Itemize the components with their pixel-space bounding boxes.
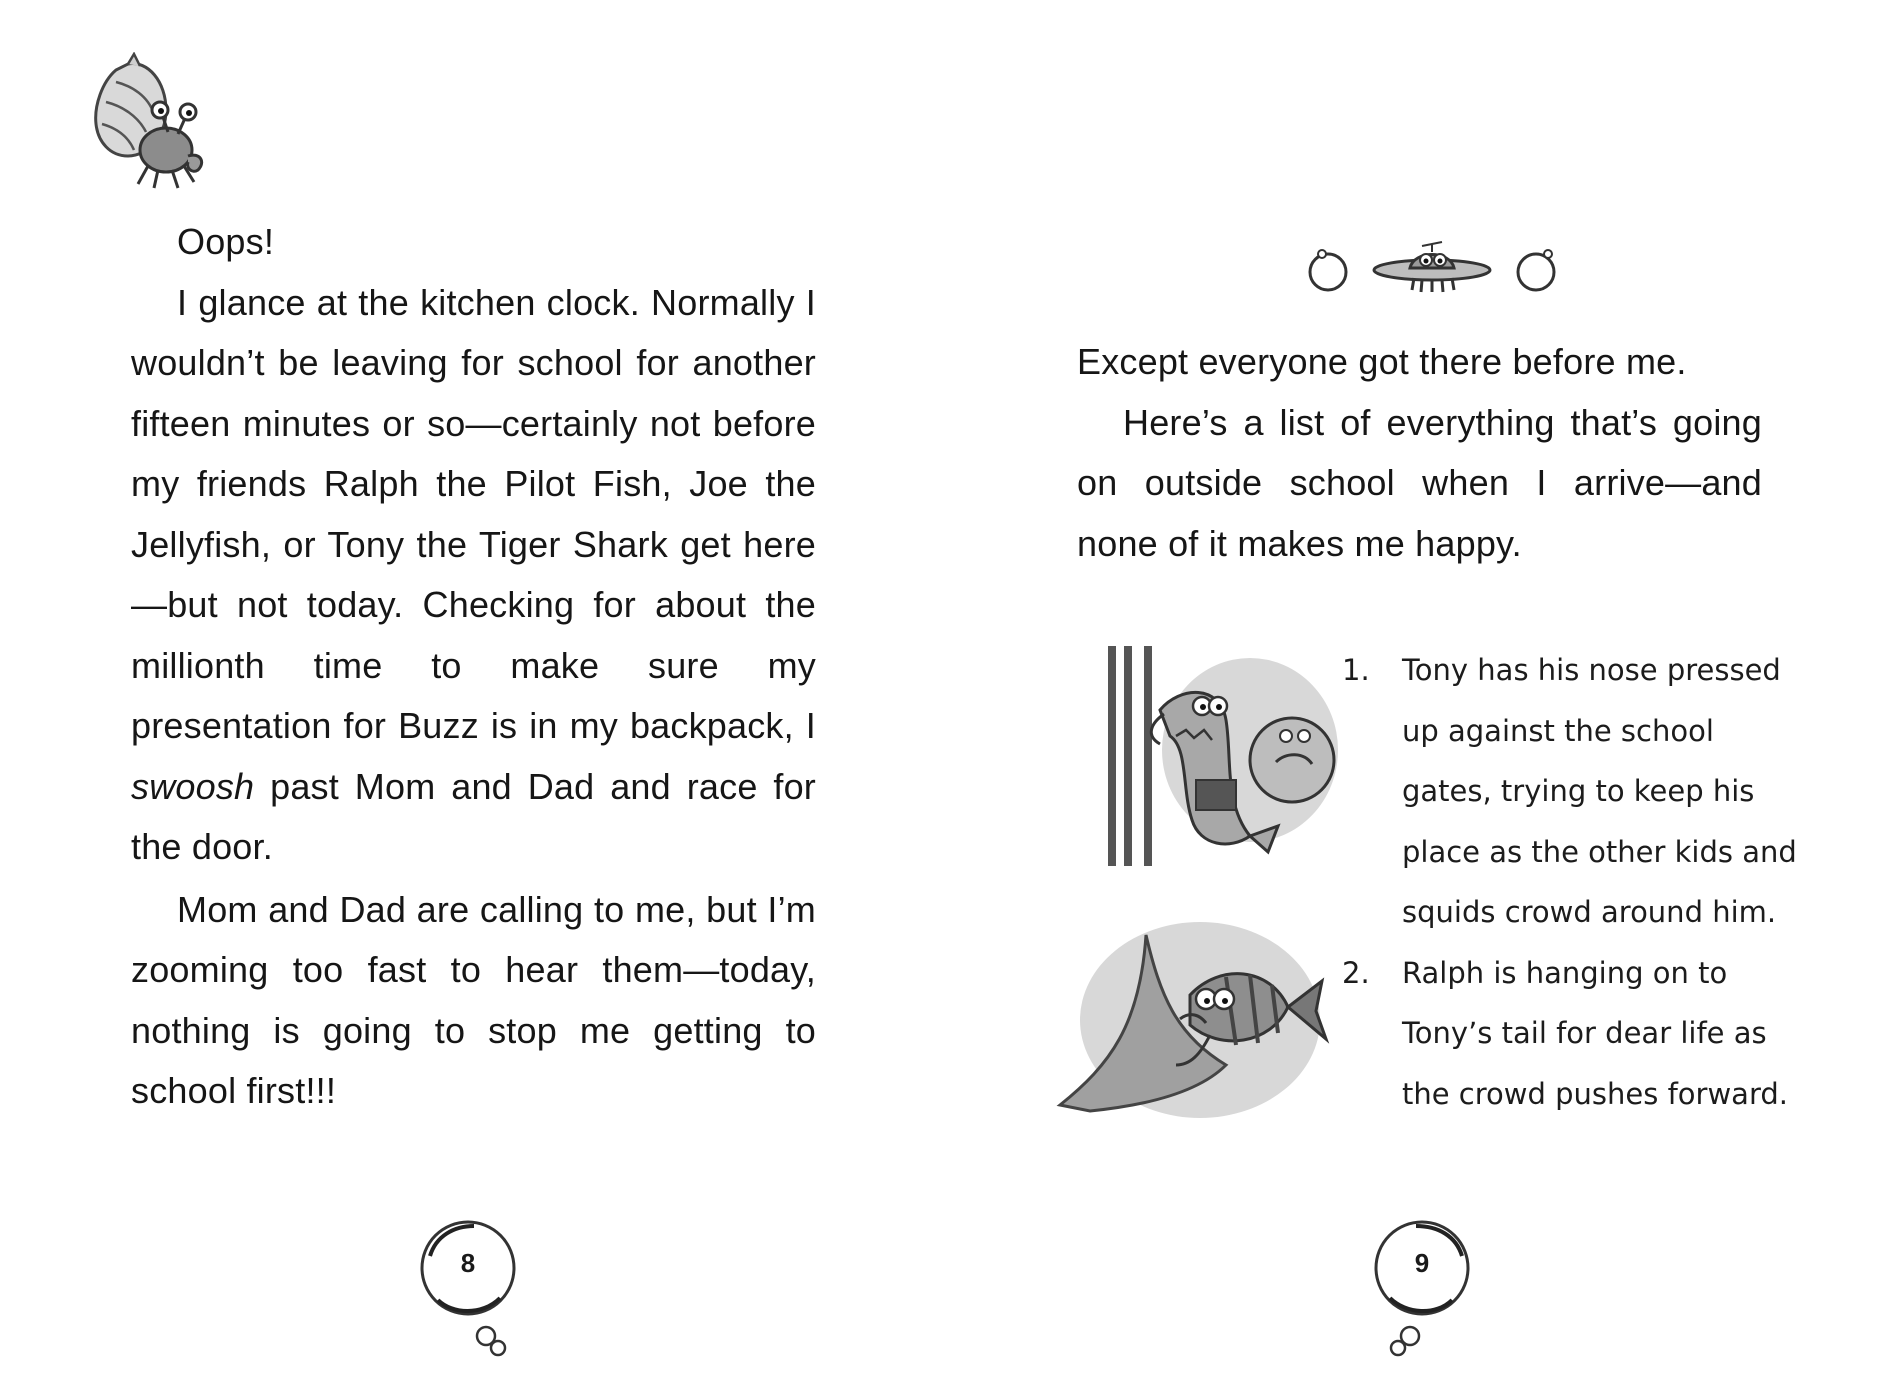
right-page	[940, 0, 1881, 1400]
list-item	[1342, 943, 1812, 1125]
paragraph: Mom and Dad are calling to me, but I’m zooming too fast to hear them—today, nothing is going to stop me getting to school first!!!	[131, 888, 816, 1111]
list-item	[1342, 640, 1812, 943]
list-number: 2.	[1342, 955, 1370, 990]
paragraph: Oops!	[177, 221, 275, 262]
italic-word: swoosh	[131, 765, 255, 807]
page-number: 8	[460, 1248, 476, 1278]
list-text: Tony has his nose pressed up against the school gates, trying to keep his place as the other kids and squids crowd around him.	[1402, 653, 1797, 929]
paragraph: Here’s a list of everything that’s going on outside school when I arrive—and none of it makes me happy.	[1077, 401, 1762, 564]
page-number-bubble	[1372, 1218, 1490, 1368]
right-page-text	[1077, 332, 1762, 574]
left-page-text	[131, 212, 816, 1122]
hermit-crab-icon	[88, 52, 208, 192]
page-number-bubble	[418, 1218, 536, 1368]
left-page	[0, 0, 940, 1400]
numbered-list	[1342, 640, 1812, 1124]
list-number: 1.	[1342, 653, 1370, 687]
shark-at-gates-illustration	[1100, 640, 1340, 880]
paragraph: Except everyone got there before me.	[1077, 341, 1687, 382]
paragraph: I glance at the kitchen clock. Normally I wouldn’t be leaving for school for another fifteen minutes or so—certainly not before my friends Ralph the Pilot Fish, Joe the Jellyfish, or Tony the Tiger Shark get here—but not today. Checking for about the millionth time to make sure my presentation for Buzz is in my backpack, I swoosh past Mom and Dad and race for the door.	[131, 281, 816, 867]
pilot-fish-holding-tail-illustration	[1050, 915, 1350, 1125]
page-number: 9	[1414, 1248, 1430, 1278]
list-text: Ralph is hanging on to Tony’s tail for dear life as the crowd pushes forward.	[1402, 955, 1788, 1111]
flying-saucer-fish-icon	[1302, 232, 1562, 302]
